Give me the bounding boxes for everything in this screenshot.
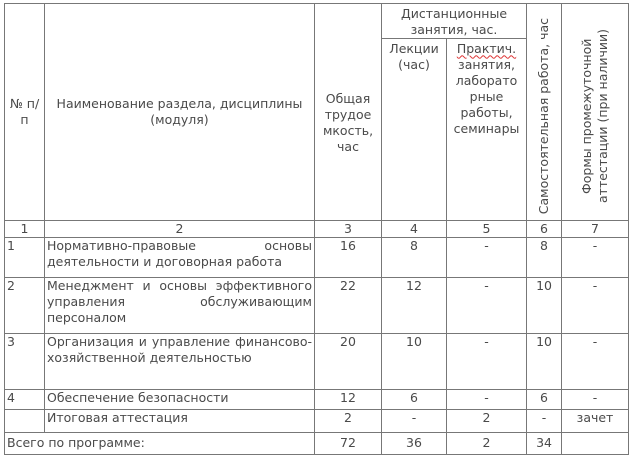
table-row: 1 Нормативно-правовые основы деятельности и договорная работа 16 8 - 8 - — [5, 238, 629, 278]
header-self-work: Самостоятельная работа, час — [527, 4, 562, 221]
table-row: 3 Организация и управление финансово-хозяйственной деятельностью 20 10 - 10 - — [5, 333, 629, 390]
practice-word: Практич. — [456, 41, 517, 57]
header-num: № п/п — [5, 4, 45, 221]
column-number-row: 1 2 3 4 5 6 7 — [5, 220, 629, 237]
header-practice: Практич. занятия, лаборато рные работы, семинары — [447, 39, 527, 221]
program-table — [4, 3, 629, 455]
header-distance: Дистанционные занятия, час. — [382, 4, 527, 39]
header-attestation: Формы промежуточной аттестации (при наличии) — [562, 4, 629, 221]
table-row: Итоговая аттестация 2 - 2 - зачет — [5, 409, 629, 432]
header-lectures: Лекции (час) — [382, 39, 447, 221]
header-total: Общая трудое мкость, час — [315, 4, 382, 221]
header-name: Наименование раздела, дисциплины (модуля) — [45, 4, 315, 221]
total-row: Всего по программе: 72 36 2 34 — [5, 432, 629, 454]
table-row: 4 Обеспечение безопасности 12 6 - 6 - — [5, 390, 629, 409]
table-row: 2 Менеджмент и основы эффективного управления обслуживающим персоналом 22 12 - 10 - — [5, 278, 629, 333]
